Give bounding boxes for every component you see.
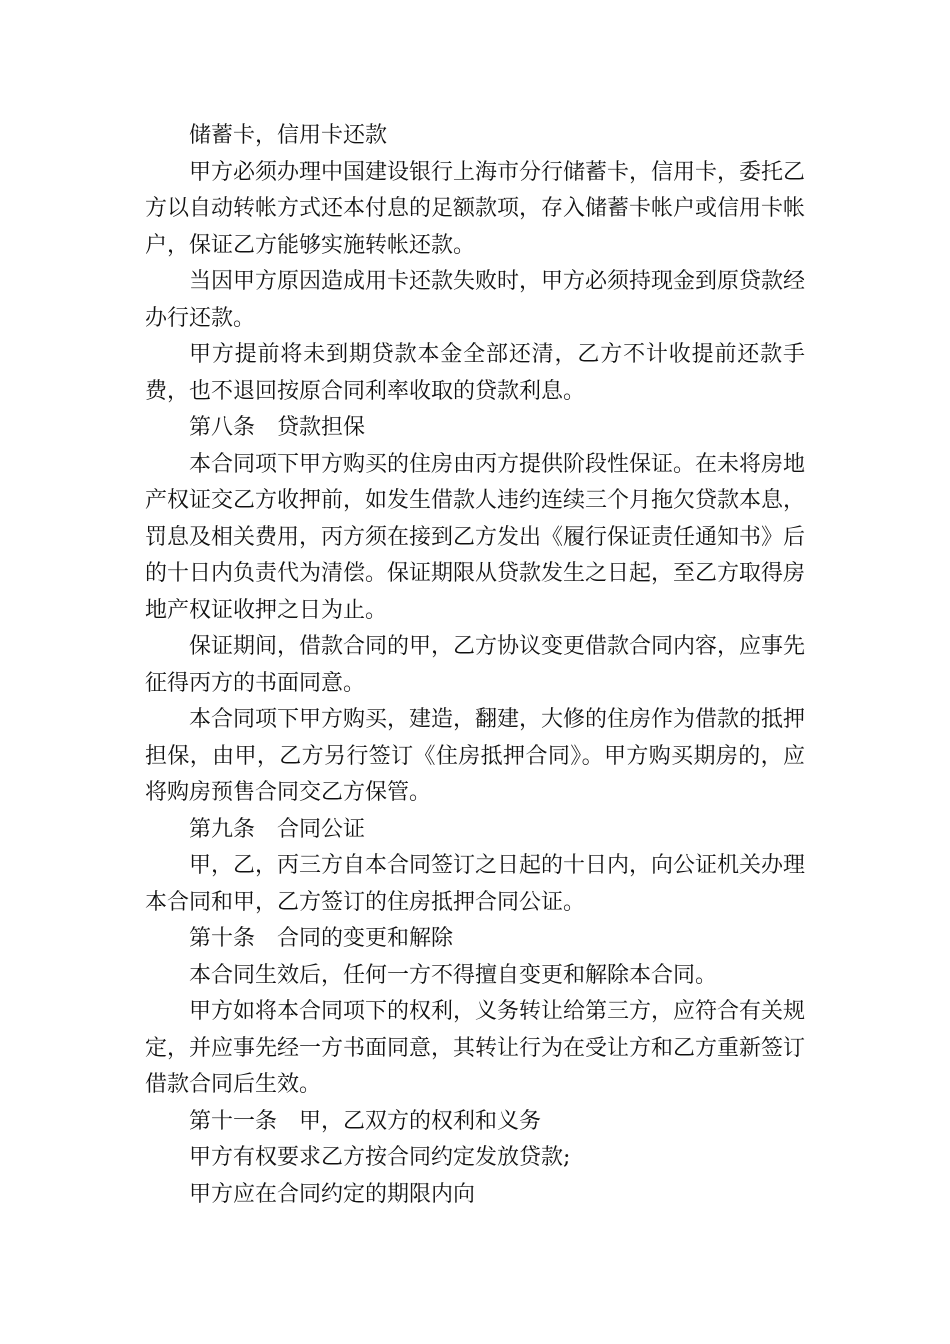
article-heading	[145, 921, 805, 958]
paragraph: 甲方如将本合同项下的权利，义务转让给第三方，应符合有关规定，并应事先经一方书面同意，其转让行为在受让方和乙方重新签订借款合同后生效。	[145, 999, 806, 1097]
paragraph: 甲方必须办理中国建设银行上海市分行储蓄卡，信用卡，委托乙方以自动转帐方式还本付息的足额款项，存入储蓄卡帐户或信用卡帐户，保证乙方能够实施转帐还款。	[145, 159, 806, 258]
paragraph: 甲方应在合同约定的期限内向	[189, 1181, 476, 1207]
article-heading	[145, 1104, 805, 1141]
paragraph: 甲，乙，丙三方自本合同签订之日起的十日内，向公证机关办理本合同和甲，乙方签订的住房抵押合同公证。	[145, 853, 806, 915]
paragraph: 甲方有权要求乙方按合同约定发放贷款;	[189, 1145, 571, 1170]
article-number: 第九条	[189, 816, 256, 842]
paragraph: 甲方提前将未到期贷款本金全部还清，乙方不计收提前还款手费，也不退回按原合同利率收取的贷款利息。	[145, 342, 805, 404]
article-heading	[145, 812, 805, 849]
article-title: 合同的变更和解除	[277, 926, 454, 951]
paragraph: 保证期间，借款合同的甲，乙方协议变更借款合同内容，应事先征得丙方的书面同意。	[145, 634, 806, 696]
paragraph: 当因甲方原因造成用卡还款失败时，甲方必须持现金到原贷款经办行还款。	[145, 269, 806, 331]
paragraph: 本合同生效后，任何一方不得擅自变更和解除本合同。	[189, 962, 718, 988]
paragraph: 储蓄卡，信用卡还款	[189, 123, 388, 148]
article-number: 第十条	[189, 926, 256, 951]
paragraph: 本合同项下甲方购买的住房由丙方提供阶段性保证。在未将房地产权证交乙方收押前，如发生借款人违约连续三个月拖欠贷款本息，罚息及相关费用，丙方须在接到乙方发出《履行保证责任通知书》后的十日内负责代为清偿。保证期限从贷款发生之日起，至乙方取得房地产权证收押之日为止。	[145, 451, 806, 623]
article-number: 第八条	[189, 415, 256, 440]
paragraph: 本合同项下甲方购买，建造，翻建，大修的住房作为借款的抵押担保，由甲，乙方另行签订《住房抵押合同》。甲方购买期房的，应将购房预售合同交乙方保管。	[145, 707, 806, 805]
article-heading	[145, 410, 805, 447]
article-title: 贷款担保	[277, 415, 366, 440]
article-title: 甲，乙双方的权利和义务	[299, 1108, 542, 1134]
article-title: 合同公证	[277, 816, 366, 842]
article-number: 第十一条	[189, 1108, 278, 1134]
document-body	[145, 118, 805, 1213]
